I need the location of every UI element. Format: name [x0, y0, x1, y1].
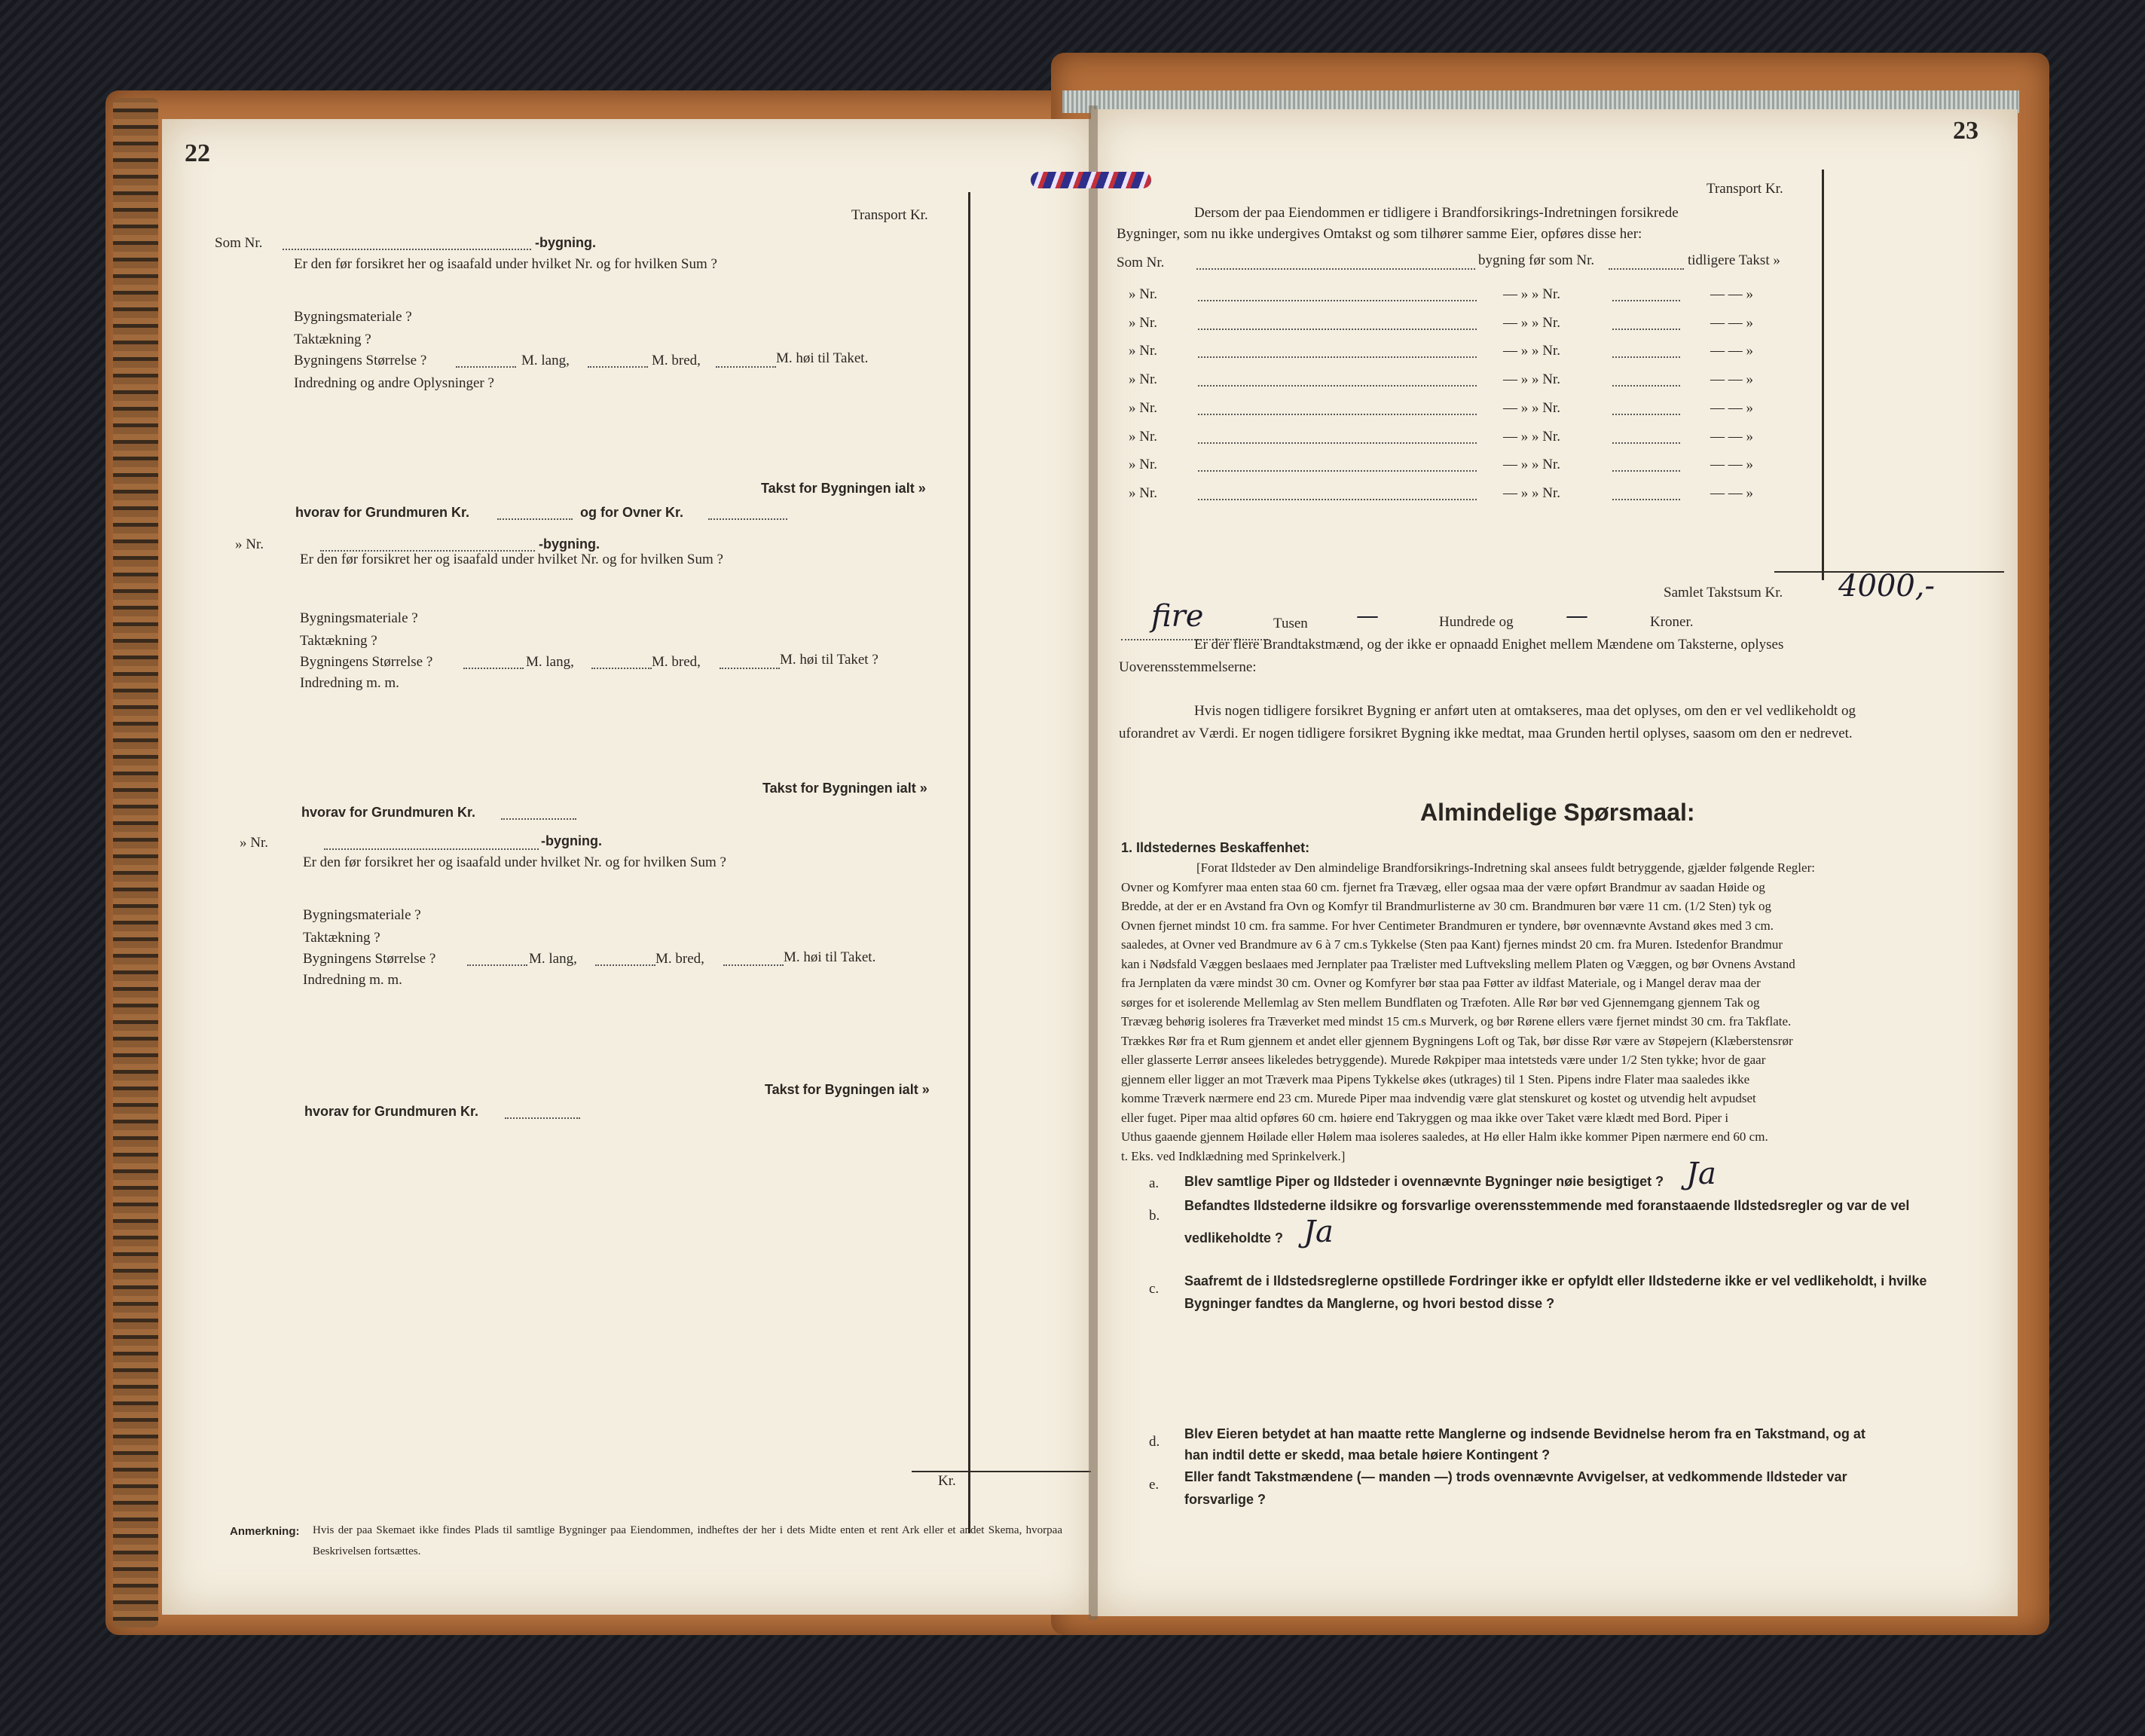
row-end-marks: — — » [1710, 315, 1753, 331]
row-nr-label: » Nr. [1129, 457, 1157, 472]
forsikret-question: Er den før forsikret her og isaafald under hvilket Nr. og for hvilken Sum ? [294, 256, 717, 272]
row-end-marks: — — » [1710, 485, 1753, 501]
qb-line-1: Befandtes Ildstederne ildsikre og forsvarlige overensstemmende med foranstaaende Ildstedsregler og var de vel [1184, 1198, 1910, 1213]
ribbon-bookmark [1031, 172, 1151, 188]
page-number-right: 23 [1953, 117, 1978, 145]
m-lang-label: M. lang, [521, 353, 570, 368]
field-line [324, 838, 539, 850]
row-end-marks: — — » [1710, 286, 1753, 302]
qa-question: Blev samtlige Piper og Ildsteder i ovennævnte Bygninger nøie besigtiget ? [1184, 1174, 1664, 1189]
field-line [708, 508, 787, 520]
row-middle-marks: — » » Nr. [1503, 400, 1560, 416]
kroner-label: Kroner. [1650, 614, 1694, 630]
page-number-left: 22 [185, 139, 210, 167]
regler-line: Bredde, at der er en Avstand fra Ovn og Komfyr til Brandmurlisterne av 30 cm. Brandmuren bør være 11 cm. (1/2 Sten) tyk og [1121, 899, 1772, 913]
transport-label-right: Transport Kr. [1707, 181, 1783, 197]
q1-label: 1. Ildstedernes Beskaffenhet: [1121, 840, 1310, 855]
taktaekning-question: Taktækning ? [303, 930, 380, 946]
takst-label: Takst for Bygningen ialt » [762, 781, 927, 796]
anmerkning-text: Hvis der paa Skemaet ikke findes Plads til samtlige Bygninger paa Eiendommen, indheftes der her i dets Midte enten et rent Ark eller et andet Skema, hvorpaa Beskrivelsen fortsættes. [313, 1524, 1062, 1557]
tusen-label: Tusen [1273, 616, 1308, 631]
materiale-question: Bygningsmateriale ? [300, 610, 418, 626]
qd-letter: d. [1149, 1434, 1160, 1450]
field-line [1612, 346, 1680, 358]
m-hoi-label: M. høi til Taket. [784, 949, 876, 965]
field-line [1612, 488, 1680, 500]
regler-line: Ovner og Komfyrer maa enten staa 60 cm. fjernet fra Trævæg, eller ogsaa maa der være opført Brandmur av saadan Høide og [1121, 879, 1765, 894]
qa-letter: a. [1149, 1175, 1160, 1191]
row-nr-label: » Nr. [1129, 315, 1157, 331]
qa-answer-handwritten: Ja [1686, 1157, 1716, 1191]
field-line [1612, 460, 1680, 472]
row-nr-label: » Nr. [1129, 429, 1157, 445]
taktaekning-question: Taktækning ? [300, 633, 377, 649]
qb-line-2: vedlikeholdte ? [1184, 1230, 1284, 1245]
regler-line: Uthus gaaende gjennem Høilade eller Hølem maa isoleres saaledes, at Hø eller Halm ikke kommer Pipen nærmere end 60 cm. [1121, 1129, 1768, 1144]
bygning-label: -bygning. [539, 536, 600, 552]
takst-label: Takst for Bygningen ialt » [765, 1082, 930, 1097]
ovner-label: og for Ovner Kr. [580, 505, 684, 520]
row-middle-marks: — » » Nr. [1503, 286, 1560, 302]
m-hoi-label: M. høi til Taket ? [780, 652, 878, 668]
kr-total-label: Kr. [938, 1473, 956, 1489]
m-hoi-label: M. høi til Taket. [776, 350, 869, 366]
regler-line: gjennem eller ligger an mot Træverk maa Pipens Tykkelse økes (utkrages) til 1 Sten. Pipens indre Flater maa saaledes ikke [1121, 1071, 1750, 1087]
row-middle-marks: — » » Nr. [1503, 429, 1560, 445]
regler-line: saaledes, at Ovner ved Brandmure av 6 à 7 cm.s Tykkelse (Sten paa Kant) fjernes mindst 20 cm. fra Muren. Istedenfor Brandmur [1121, 937, 1783, 952]
field-line [497, 508, 573, 520]
forsikret-question: Er den før forsikret her og isaafald under hvilket Nr. og for hvilken Sum ? [303, 854, 726, 870]
nr-label: » Nr. [240, 835, 268, 851]
materiale-question: Bygningsmateriale ? [303, 907, 421, 923]
forsikret-question: Er den før forsikret her og isaafald under hvilket Nr. og for hvilken Sum ? [300, 552, 723, 567]
row-nr-label: » Nr. [1129, 286, 1157, 302]
left-sum-column-rule [968, 192, 970, 1533]
field-line [1198, 488, 1477, 500]
samlet-takstsum-label: Samlet Takstsum Kr. [1664, 585, 1783, 601]
intro-line-2: Bygninger, som nu ikke undergives Omtakst og som tilhører samme Eier, opføres disse her: [1117, 226, 1642, 242]
regler-line: Trækkes Rør fra et Rum gjennem et andet eller gjennem Bygningens Loft og Tak, bør disse Rør være av Støpejern (Klæberstensrør [1121, 1033, 1793, 1048]
field-line [1198, 432, 1477, 444]
field-line [1198, 318, 1477, 330]
m-lang-label: M. lang, [529, 951, 577, 967]
field-line [467, 954, 527, 966]
m-lang-label: M. lang, [526, 654, 574, 670]
row-nr-label: » Nr. [1129, 371, 1157, 387]
field-line [456, 356, 516, 368]
m-bred-label: M. bred, [652, 353, 701, 368]
flere-line-1: Er der flere Brandtakstmænd, og der ikke er opnaadd Enighet mellem Mændene om Taksterne, oplyses [1194, 637, 1784, 653]
row-middle-marks: — » » Nr. [1503, 315, 1560, 331]
row-middle-marks: — » » Nr. [1503, 343, 1560, 359]
qd-line-1: Blev Eieren betydet at han maatte rette Manglerne og indsende Bevidnelse herom fra en Takstmand, og at [1184, 1426, 1865, 1441]
qb-letter: b. [1149, 1208, 1160, 1224]
transport-label-left: Transport Kr. [851, 207, 928, 223]
row-middle-marks: — » » Nr. [1503, 485, 1560, 501]
storrelse-question: Bygningens Størrelse ? [294, 353, 427, 368]
indredning-question: Indredning m. m. [303, 972, 402, 988]
row-nr-label: » Nr. [1129, 400, 1157, 416]
section-heading: Almindelige Spørsmaal: [1420, 799, 1695, 826]
regler-line: [Forat Ildsteder av Den almindelige Brandforsikrings-Indretning skal ansees fuldt betryggende, gjælder følgende Regler: [1196, 860, 1815, 875]
field-line [505, 1107, 580, 1119]
total-rule [912, 1471, 1092, 1472]
row-nr-label: » Nr. [1129, 343, 1157, 359]
row-nr-label: » Nr. [1129, 485, 1157, 501]
qc-line-1: Saafremt de i Ildstedsreglerne opstillede Fordringer ikke er opfyldt eller Ildstederne ikke er vel vedlikeholdt, i hvilke [1184, 1273, 1927, 1288]
field-line [595, 954, 655, 966]
field-line [1612, 318, 1680, 330]
indredning-question: Indredning og andre Oplysninger ? [294, 375, 494, 391]
row-end-marks: — — » [1710, 429, 1753, 445]
field-line [1612, 403, 1680, 415]
samlet-value-handwritten: 4000,- [1838, 569, 1936, 604]
qe-line-2: forsvarlige ? [1184, 1492, 1267, 1507]
m-bred-label: M. bred, [652, 654, 701, 670]
field-line [591, 657, 652, 669]
field-line [723, 954, 784, 966]
field-line [320, 539, 535, 552]
field-line [1198, 460, 1477, 472]
qd-line-2: han indtil dette er skedd, maa betale høiere Kontingent ? [1184, 1447, 1551, 1462]
qe-letter: e. [1149, 1477, 1160, 1493]
hvis-line-1: Hvis nogen tidligere forsikret Bygning er anført uten at omtakseres, maa det oplyses, om den er vel vedlikeholdt og [1194, 703, 1856, 719]
marbled-edge [113, 98, 158, 1628]
field-line [1196, 258, 1475, 270]
hvorav-label: hvorav for Grundmuren Kr. [301, 805, 476, 820]
field-line [463, 657, 524, 669]
field-line [1612, 374, 1680, 387]
som-nr-label: Som Nr. [215, 235, 263, 251]
som-nr-label-right: Som Nr. [1117, 255, 1165, 270]
field-line [283, 238, 531, 250]
regler-line: fra Jernplaten da være mindst 30 cm. Ovner og Komfyrer bør staa paa Føtter av ildfast Materiale, og i Mangel derav maa der [1121, 976, 1761, 990]
flere-line-2: Uoverensstemmelserne: [1119, 659, 1257, 675]
m-bred-label: M. bred, [655, 951, 704, 967]
row-end-marks: — — » [1710, 343, 1753, 359]
right-sum-column-rule [1822, 170, 1824, 580]
hvorav-label: hvorav for Grundmuren Kr. [295, 505, 470, 520]
nr-label: » Nr. [235, 536, 264, 552]
indredning-question: Indredning m. m. [300, 675, 399, 691]
regler-line: eller fuget. Piper maa altid opføres 60 cm. høiere end Takryggen og maa ikke over Taket være klædt med Bord. Piper i [1121, 1110, 1729, 1125]
row-middle-marks: — » » Nr. [1503, 457, 1560, 472]
hundrede-label: Hundrede og [1439, 614, 1514, 630]
field-line [588, 356, 648, 368]
hvorav-label: hvorav for Grundmuren Kr. [304, 1104, 479, 1119]
regler-line: t. Eks. ved Indklædning med Sprinkelverk.] [1121, 1148, 1346, 1163]
bygning-label: -bygning. [541, 833, 602, 848]
field-line [1198, 374, 1477, 387]
storrelse-question: Bygningens Størrelse ? [303, 951, 436, 967]
field-line [1612, 432, 1680, 444]
regler-line: komme Træverk nærmere end 23 cm. Murede Piper maa indvendig være glat stenskuret og kostet og utvendig helt avpudset [1121, 1091, 1756, 1105]
tusen-handwritten: fire [1151, 599, 1204, 634]
taktaekning-question: Taktækning ? [294, 332, 371, 347]
field-line [1198, 346, 1477, 358]
row-end-marks: — — » [1710, 400, 1753, 416]
storrelse-question: Bygningens Størrelse ? [300, 654, 433, 670]
tusen-dash: — [1356, 603, 1379, 629]
field-line [1198, 289, 1477, 301]
field-line [1609, 258, 1684, 270]
row-end-marks: — — » [1710, 371, 1753, 387]
takst-label: Takst for Bygningen ialt » [761, 481, 926, 496]
regler-line: eller glasserte Lerrør ansees likeledes betryggende). Murede Røkpiper maa intetsteds være under 1/2 Sten tykke; hvor de gaar [1121, 1053, 1766, 1067]
regler-line: Trævæg behørig isoleres fra Træverket med mindst 15 cm.s Murverk, og bør Rørene ellers være fjernet mindst 30 cm. fra Takflate. [1121, 1014, 1792, 1028]
field-line [501, 808, 576, 820]
regler-line: kan i Nødsfald Væggen beslaaes med Jernplater paa Trælister med Luftveksling mellem Platen og Væggen, og bør Ovnens Avstand [1121, 956, 1795, 971]
anmerkning-label: Anmerkning: [230, 1525, 300, 1538]
field-line [1198, 403, 1477, 415]
qe-line-1: Eller fandt Takstmændene (— manden —) trods ovennævnte Avvigelser, at vedkommende Ildsteder var [1184, 1469, 1847, 1484]
regler-line: Ovnen fjernet mindst 10 cm. fra samme. For hver Centimeter Brandmuren er tyndere, bør ovennævnte Avstand økes med 3 cm. [1121, 918, 1774, 933]
bygning-for-label: bygning før som Nr. [1478, 252, 1595, 268]
book-gutter [1089, 105, 1098, 1620]
row-end-marks: — — » [1710, 457, 1753, 472]
tidligere-takst-label: tidligere Takst » [1688, 252, 1780, 268]
qb-answer-handwritten: Ja [1303, 1215, 1334, 1249]
field-line [716, 356, 776, 368]
materiale-question: Bygningsmateriale ? [294, 309, 412, 325]
row-middle-marks: — » » Nr. [1503, 371, 1560, 387]
field-line [720, 657, 780, 669]
bygning-label: -bygning. [535, 235, 596, 250]
qc-letter: c. [1149, 1281, 1160, 1297]
intro-line-1: Dersom der paa Eiendommen er tidligere i Brandforsikrings-Indretningen forsikrede [1194, 205, 1679, 221]
qc-line-2: Bygninger fandtes da Manglerne, og hvori bestod disse ? [1184, 1296, 1555, 1311]
field-line [1612, 289, 1680, 301]
hundrede-dash: — [1566, 603, 1588, 629]
regler-line: sørges for et isolerende Mellemlag av Sten mellem Bundflaten og Træfoten. Alle Rør bør ved Gjennemgang gjennem Tak og [1121, 995, 1760, 1010]
hvis-line-2: uforandret av Værdi. Er nogen tidligere forsikret Bygning ikke medtat, maa Grunden hertil oplyses, saasom om den er nedrevet. [1119, 726, 1853, 741]
